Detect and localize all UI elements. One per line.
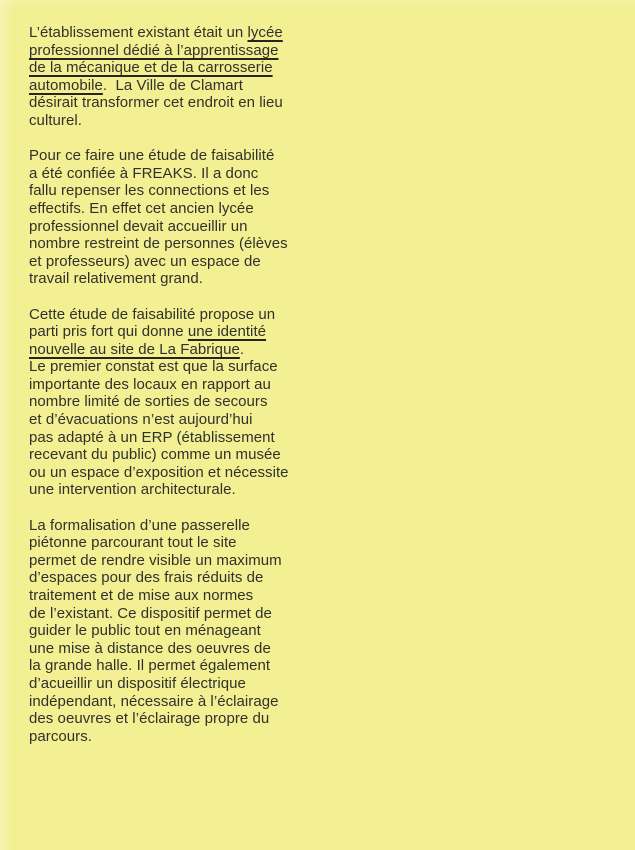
text-line <box>29 218 349 236</box>
text-segment: . La Ville de Clamart <box>102 76 243 94</box>
text-line <box>29 235 349 253</box>
text-segment: professionnel devait accueillir un <box>29 217 248 235</box>
text-segment: désirait transformer cet endroit en lieu <box>29 94 283 112</box>
text-line <box>29 710 349 728</box>
text-line <box>29 182 349 200</box>
text-segment: traitement et de mise aux normes <box>29 587 254 604</box>
text-segment: culturel. <box>29 111 82 129</box>
text-line <box>29 411 349 429</box>
text-segment: Pour ce faire une étude de faisabilité <box>29 147 275 165</box>
text-line <box>29 112 349 130</box>
text-segment: effectifs. En effet cet ancien lycée <box>29 199 254 217</box>
text-line <box>29 42 349 60</box>
text-line <box>29 77 349 95</box>
underlined-text: de la mécanique et de la carrosserie <box>29 59 273 77</box>
text-segment: une mise à distance des oeuvres de <box>29 639 271 657</box>
text-line <box>29 728 349 746</box>
text-column <box>29 24 349 745</box>
text-segment: piétonne parcourant tout le site <box>29 534 237 552</box>
text-line <box>29 429 349 447</box>
text-segment: La formalisation d’une passerelle <box>29 516 250 534</box>
text-line <box>29 693 349 711</box>
underlined-text: professionnel dédié à l’apprentissage <box>29 41 279 59</box>
text-segment: d’espaces pour des frais réduits de <box>29 569 264 587</box>
text-segment: a été confiée à FREAKS. Il a donc <box>29 164 259 182</box>
text-segment: parti pris fort qui donne <box>29 323 188 341</box>
paragraph <box>29 517 349 746</box>
text-line <box>29 675 349 693</box>
text-line <box>29 622 349 640</box>
text-line <box>29 569 349 587</box>
text-segment: importante des locaux en rapport au <box>29 375 271 393</box>
text-line <box>29 517 349 535</box>
text-segment: ou un espace d’exposition et nécessite <box>29 463 289 481</box>
text-segment: Le premier constat est que la surface <box>29 358 278 376</box>
text-segment: et professeurs) avec un espace de <box>29 252 261 270</box>
underlined-text: automobile <box>29 76 103 94</box>
text-segment: L’établissement existant était un <box>29 24 248 41</box>
text-line <box>29 534 349 552</box>
text-segment: une intervention architecturale. <box>29 481 236 499</box>
text-segment: fallu repenser les connections et les <box>29 182 270 200</box>
text-line <box>29 270 349 288</box>
underlined-text: lycée <box>247 24 283 41</box>
underlined-text: une identité <box>187 323 267 341</box>
text-line <box>29 552 349 570</box>
paragraph <box>29 306 349 500</box>
text-line <box>29 605 349 623</box>
text-segment: guider le public tout en ménageant <box>29 622 261 640</box>
text-segment: parcours. <box>29 727 92 745</box>
text-segment: nombre restreint de personnes (élèves <box>29 235 288 253</box>
text-segment: nombre limité de sorties de secours <box>29 393 268 411</box>
text-line <box>29 306 349 324</box>
text-line <box>29 94 349 112</box>
text-segment: recevant du public) comme un musée <box>29 446 281 464</box>
text-segment: et d’évacuations n’est aujourd’hui <box>29 411 253 429</box>
text-line <box>29 446 349 464</box>
text-segment: pas adapté à un ERP (établissement <box>29 428 275 446</box>
text-segment: . <box>239 340 245 358</box>
text-line <box>29 393 349 411</box>
text-line <box>29 323 349 341</box>
text-line <box>29 376 349 394</box>
paragraph <box>29 147 349 288</box>
text-line <box>29 358 349 376</box>
text-line <box>29 24 349 42</box>
paragraph <box>29 24 349 130</box>
text-line <box>29 147 349 165</box>
text-line <box>29 165 349 183</box>
text-segment: la grande halle. Il permet également <box>29 657 271 675</box>
text-line <box>29 657 349 675</box>
text-segment: Cette étude de faisabilité propose un <box>29 305 276 323</box>
text-line <box>29 481 349 499</box>
text-segment: des oeuvres et l’éclairage propre du <box>29 710 270 728</box>
text-line <box>29 253 349 271</box>
text-segment: indépendant, nécessaire à l’éclairage <box>29 692 279 710</box>
text-segment: travail relativement grand. <box>29 270 203 288</box>
text-line <box>29 640 349 658</box>
text-line <box>29 464 349 482</box>
text-segment: permet de rendre visible un maximum <box>29 551 282 569</box>
text-segment: de l’existant. Ce dispositif permet de <box>29 604 272 622</box>
text-line <box>29 587 349 605</box>
text-line <box>29 59 349 77</box>
text-segment: d’acueillir un dispositif électrique <box>29 674 246 692</box>
text-line <box>29 341 349 359</box>
text-line <box>29 200 349 218</box>
underlined-text: nouvelle au site de La Fabrique <box>29 340 240 358</box>
